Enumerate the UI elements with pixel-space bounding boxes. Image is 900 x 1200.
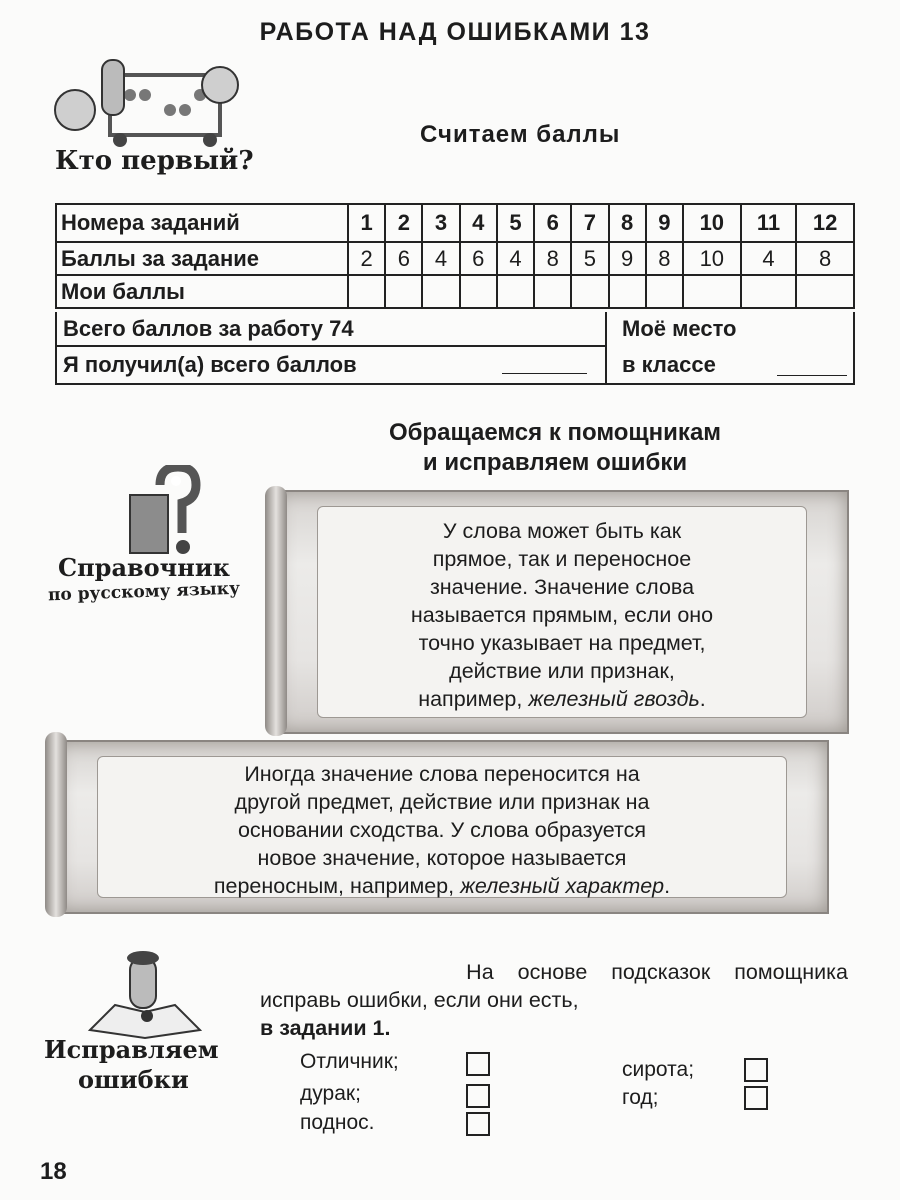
- pencil-book-illustration: [85, 950, 205, 1040]
- direct-meaning-text: [317, 517, 807, 713]
- word-item: [300, 1050, 399, 1074]
- my-points-cell[interactable]: [646, 275, 683, 308]
- received-blank[interactable]: [502, 373, 587, 374]
- scroll-direct-meaning: [275, 490, 849, 734]
- task-number: 1: [348, 204, 385, 242]
- word: дурак;: [300, 1082, 361, 1105]
- word: год;: [622, 1086, 659, 1109]
- word-item: [300, 1082, 361, 1106]
- scroll-roll: [45, 732, 67, 917]
- answer-checkbox[interactable]: [744, 1086, 768, 1110]
- my-points-cell[interactable]: [385, 275, 422, 308]
- task-points: 10: [683, 242, 741, 275]
- my-points-cell[interactable]: [609, 275, 646, 308]
- word-item: [622, 1058, 694, 1082]
- task-points: 2: [348, 242, 385, 275]
- my-points-cell[interactable]: [348, 275, 385, 308]
- my-points-cell[interactable]: [422, 275, 459, 308]
- task-number: 12: [796, 204, 854, 242]
- text: например,: [418, 687, 529, 711]
- place-blank[interactable]: [777, 375, 847, 376]
- task-number: 9: [646, 204, 683, 242]
- who-first-label: Кто первый?: [55, 146, 254, 176]
- answer-checkbox[interactable]: [466, 1084, 490, 1108]
- text: .: [699, 687, 706, 711]
- task-number: 2: [385, 204, 422, 242]
- my-points-cell[interactable]: [571, 275, 608, 308]
- task-points: 8: [646, 242, 683, 275]
- helpers-heading-line: и исправляем ошибки: [422, 449, 688, 476]
- task-points: 4: [741, 242, 797, 275]
- score-heading: Считаем баллы: [420, 121, 621, 148]
- helpers-heading-line: Обращаемся к помощникам: [388, 419, 722, 446]
- answer-checkbox[interactable]: [744, 1058, 768, 1082]
- table-row: [56, 242, 854, 275]
- my-points-cell[interactable]: [460, 275, 497, 308]
- text-line: другой предмет, действие или признак на: [234, 790, 650, 814]
- example-phrase: железный гвоздь: [528, 687, 700, 711]
- text-line: новое значение, которое называется: [257, 846, 627, 870]
- instruction-line: На основе подсказок помощника: [466, 960, 848, 984]
- task-points: 6: [385, 242, 422, 275]
- row-label: Мои баллы: [56, 275, 348, 308]
- received-points-row: [57, 347, 607, 383]
- text-line: прямое, так и переносное: [432, 547, 692, 571]
- score-table: [55, 203, 855, 309]
- instruction-line: исправь ошибки, если они есть,: [260, 988, 579, 1012]
- table-row: [56, 275, 854, 308]
- figurative-meaning-text: [97, 760, 787, 900]
- task-number: 8: [609, 204, 646, 242]
- task-number: 6: [534, 204, 571, 242]
- scroll-figurative-meaning: [55, 740, 829, 914]
- page-number: 18: [40, 1158, 67, 1185]
- reference-subtitle: по русскому языку: [47, 578, 241, 606]
- text-line: [317, 685, 807, 713]
- text-line: [97, 872, 787, 900]
- text-line: точно указывает на предмет,: [418, 631, 706, 655]
- place-label-1: Моё место: [622, 316, 737, 341]
- my-points-cell[interactable]: [683, 275, 741, 308]
- my-points-cell[interactable]: [796, 275, 854, 308]
- task-points: 9: [609, 242, 646, 275]
- task-points: 5: [571, 242, 608, 275]
- text-line: Иногда значение слова переносится на: [244, 762, 640, 786]
- task-number: 4: [460, 204, 497, 242]
- example-phrase: железный характер: [460, 874, 665, 898]
- answer-checkbox[interactable]: [466, 1112, 490, 1136]
- task-number: 7: [571, 204, 608, 242]
- received-label: Я получил(а) всего баллов: [63, 352, 357, 377]
- my-points-cell[interactable]: [497, 275, 534, 308]
- score-summary: [55, 312, 855, 385]
- text-line: основании сходства. У слова образуется: [237, 818, 647, 842]
- my-points-cell[interactable]: [741, 275, 797, 308]
- word: поднос.: [300, 1111, 375, 1134]
- my-points-cell[interactable]: [534, 275, 571, 308]
- task-points: 8: [534, 242, 571, 275]
- page-title: РАБОТА НАД ОШИБКАМИ 13: [259, 18, 651, 46]
- text-line: называется прямым, если оно: [410, 603, 714, 627]
- instruction: [260, 958, 848, 1042]
- place-label-2: в классе: [622, 352, 716, 377]
- helpers-heading: [300, 418, 810, 478]
- text-line: действие или признак,: [449, 659, 675, 683]
- row-label: Баллы за задание: [56, 242, 348, 275]
- instruction-line: в задании 1.: [260, 1016, 391, 1040]
- word-item: [622, 1086, 659, 1110]
- task-number: 10: [683, 204, 741, 242]
- task-points: 4: [497, 242, 534, 275]
- reference-book-character-illustration: [120, 465, 210, 560]
- task-number: 3: [422, 204, 459, 242]
- text: .: [664, 874, 671, 898]
- task-number: 11: [741, 204, 797, 242]
- word: сирота;: [622, 1058, 695, 1081]
- abacus-characters-illustration: [50, 55, 250, 150]
- task-points: 6: [460, 242, 497, 275]
- word-item: [300, 1111, 374, 1135]
- text-line: У слова может быть как: [442, 519, 682, 543]
- scroll-roll: [265, 486, 287, 736]
- reference-title: Справочник: [58, 553, 230, 582]
- answer-checkbox[interactable]: [466, 1052, 490, 1076]
- task-points: 4: [422, 242, 459, 275]
- task-points: 8: [796, 242, 854, 275]
- table-row: [56, 204, 854, 242]
- total-points: Всего баллов за работу 74: [57, 312, 607, 347]
- task-number: 5: [497, 204, 534, 242]
- text-line: значение. Значение слова: [429, 575, 695, 599]
- word: Отличник;: [300, 1050, 399, 1073]
- text: переносным, например,: [213, 874, 461, 898]
- fix-errors-subtitle: ошибки: [78, 1065, 189, 1094]
- fix-errors-title: Исправляем: [44, 1035, 219, 1064]
- row-label: Номера заданий: [56, 204, 348, 242]
